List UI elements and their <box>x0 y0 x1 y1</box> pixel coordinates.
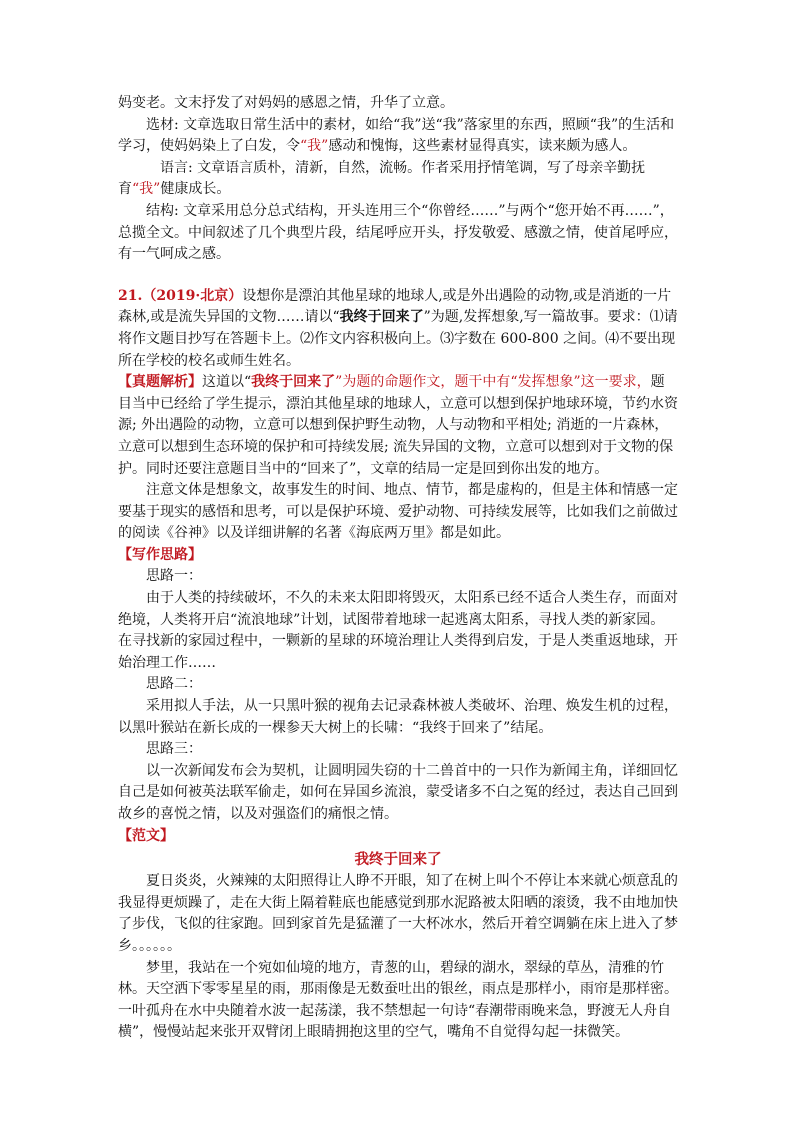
xuancai-text-a: 文章选取日常生活中的素材，如给“我”送“我”落家里的东西，照顾“我”的生活和学习，使妈妈染上了白发，令 <box>118 116 675 155</box>
thinking-1-label: 思路一： <box>146 568 202 585</box>
analysis-paragraph-2: 注意文体是想象文，故事发生的时间、地点、情节，都是虚构的，但是主体和情感一定要基于现实的感悟和思考，可以是保护环境、爱护动物、可持续发展等，比如我们之前做过的阅读《谷神》以及详细讲解的名著《海底两万里》都是如此。 <box>118 482 678 542</box>
essay-paragraph-2: 梦里，我站在一个宛如仙境的地方，青葱的山，碧绿的湖水，翠绿的草丛，清雅的竹林。天空洒下零零星星的雨，那雨像是无数蚕吐出的银丝，雨点是那样小，雨帘是那样密。一叶孤舟在水中央随着水波一起荡漾，我不禁想起一句诗“春潮带雨晚来急，野渡无人舟自横”，慢慢站起来张开双臂闭上眼睛拥抱这里的空气，嘴角不自觉得勾起一抹微笑。 <box>118 959 678 1041</box>
analysis-text-a: 这道以“ <box>202 374 252 391</box>
intro-line-end: 妈变老。文末抒发了对妈妈的感恩之情，升华了立意。 <box>118 95 454 111</box>
xuancai-label: 选材: <box>146 116 179 133</box>
analysis-text-b: 题目当中已经给了学生提示，漂泊其他星球的地球人，立意可以想到保护地球环境，节约水资源; 外出遇险的动物，立意可以想到保护野生动物，人与动物和平相处; 消逝的一片森林，立意可以想到生态环境的保护和可持续发展; 流失异国的文物，立意可以想到对于文物的保护。同时还要注意题目当中的“回来了”，文章的结局一定是回到你出发的地方。 <box>118 374 678 477</box>
thinking-3-label: 思路三： <box>146 741 202 758</box>
thinking-2-text: 采用拟人手法，从一只黑叶猴的视角去记录森林被人类破坏、治理、焕发生机的过程，以黑叶猴站在新长成的一棵参天大树上的长啸：“我终于回来了”结尾。 <box>118 698 678 736</box>
analysis-paragraph <box>118 372 678 480</box>
question-text-a: 设想你是漂泊其他星球的地球人,或是外出遇险的动物,或是消逝的一片森林,或是流失异国的文物……请以“ <box>118 287 672 326</box>
thinking-3-text: 以一次新闻发布会为契机，让圆明园失窃的十二兽首中的一只作为新闻主角，详细回忆自己是如何被英法联军偷走，如何在异国乡流浪，蒙受诸多不白之冤的经过，表达自己回到故乡的喜悦之情，以及对强盗们的痛恨之情。 <box>118 762 678 822</box>
essay-paragraph-1: 夏日炎炎，火辣辣的太阳照得让人睁不开眼，知了在树上叫个不停让本来就心烦意乱的我显得更烦躁了，走在大街上隔着鞋底也能感觉到那水泥路被太阳晒的滚烫，我不由地加快了步伐，飞似的往家跑。回到家首先是猛灌了一大杯冰水，然后开着空调躺在床上进入了梦乡。。。。。。 <box>118 873 678 954</box>
xuancai-red: “我” <box>300 138 329 155</box>
jiegou-paragraph <box>118 201 678 266</box>
document-page <box>118 93 678 1044</box>
question-paragraph <box>118 286 678 372</box>
xuancai-paragraph <box>118 115 678 158</box>
essay-title: 我终于回来了 <box>354 851 442 869</box>
xuancai-text-b: 感动和愧悔，这些素材显得真实，读来颇为感人。 <box>328 138 637 155</box>
analysis-title-quote: 我终于回来了 <box>251 374 336 391</box>
question-title-quote: 我终于回来了 <box>339 309 424 326</box>
yuyan-label: 语言: <box>160 159 193 176</box>
yuyan-red: “我” <box>132 181 161 198</box>
yuyan-text-a: 文章语言质朴，清新，自然，流畅。作者采用抒情笔调，写了母亲辛勤抚育 <box>118 159 646 198</box>
thinking-1-text: 由于人类的持续破坏，不久的未来太阳即将毁灭，太阳系已经不适合人类生存，而面对绝境，人类将开启“流浪地球”计划，试图带着地球一起逃离太阳系，寻找人类的新家园。在寻找新的家园过程中，一颗新的星球的环境治理让人类得到启发，于是人类重返地球，开始治理工作…… <box>118 590 678 671</box>
essay-label: 【范文】 <box>118 827 174 844</box>
question-text-b: ”为题,发挥想象,写一篇故事。要求：⑴请将作文题目抄写在答题卡上。⑵作文内容积极向上。⑶字数在 600-800 之间。⑷不要出现所在学校的校名或师生姓名。 <box>118 309 678 369</box>
spacer <box>118 266 678 286</box>
yuyan-text-b: 健康成长。 <box>160 181 231 198</box>
analysis-red-text: ”为题的命题作文，题干中有“发挥想象”这一要求， <box>335 374 651 391</box>
thinking-2-label: 思路二： <box>146 676 202 693</box>
analysis-label: 【真题解析】 <box>118 374 202 391</box>
question-number: 21.（2019·北京） <box>118 287 243 304</box>
thinking-label: 【写作思路】 <box>118 546 202 563</box>
jiegou-label: 结构: <box>146 202 179 219</box>
jiegou-text: 文章采用总分总式结构，开头连用三个“你曾经……”与两个“您开始不再……”，总揽全文。中间叙述了几个典型片段，结尾呼应开头，抒发敬爱、感激之情，使首尾呼应，有一气呵成之感。 <box>118 202 678 263</box>
yuyan-paragraph <box>118 158 678 201</box>
